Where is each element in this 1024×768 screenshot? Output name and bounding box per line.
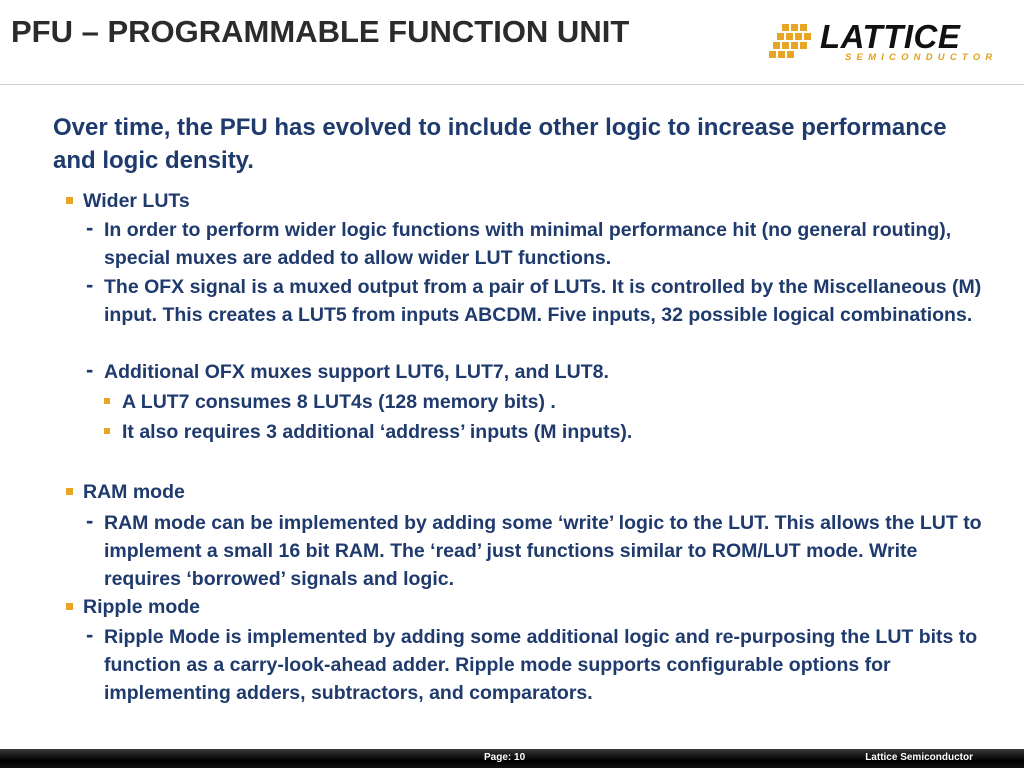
slide-footer — [0, 749, 1024, 768]
sub-bullet-text: The OFX signal is a muxed output from a pair of LUTs. It is controlled by the Miscellaneous (M) input. This creates a LUT5 from inputs ABCDM. Five inputs, 32 possible logical combinations. — [104, 276, 982, 326]
logo-wordmark: LATTICE — [820, 18, 961, 55]
bullet-square-icon — [66, 197, 73, 204]
sub-sub-bullet-text: A LUT7 consumes 8 LUT4s (128 memory bits) . — [122, 391, 556, 413]
slide-title: PFU – PROGRAMMABLE FUNCTION UNIT — [11, 14, 630, 49]
bullet-square-icon — [66, 488, 73, 495]
sub-bullet — [86, 623, 991, 707]
sub-bullet-text: RAM mode can be implemented by adding some ‘write’ logic to the LUT. This allows the LUT to implement a small 16 bit RAM. The ‘read’ just functions similar to ROM/LUT mode. Write requires ‘borrowed’ signals and logic. — [104, 512, 982, 590]
sub-bullet — [86, 358, 991, 386]
sub-bullet — [86, 509, 991, 593]
footer-company-name: Lattice Semiconductor — [865, 752, 973, 763]
bullet-square-icon — [66, 603, 73, 610]
company-logo — [768, 20, 1000, 66]
lattice-logo-icon — [768, 24, 816, 64]
dash-icon: - — [86, 357, 94, 382]
dash-icon: - — [86, 272, 94, 297]
bullet-square-icon — [104, 398, 110, 404]
bullet-label: Ripple mode — [83, 596, 201, 618]
dash-icon: - — [86, 215, 94, 240]
page-number: Page: 10 — [484, 752, 526, 763]
sub-sub-bullet-text: It also requires 3 additional ‘address’ inputs (M inputs). — [122, 421, 633, 443]
bullet-label: Wider LUTs — [83, 190, 190, 212]
bullet-square-icon — [104, 428, 110, 434]
sub-bullet — [86, 273, 991, 329]
dash-icon: - — [86, 508, 94, 533]
bullet-label: RAM mode — [83, 481, 185, 503]
sub-bullet-text: Additional OFX muxes support LUT6, LUT7, and LUT8. — [104, 361, 609, 383]
slide-header — [0, 0, 1024, 86]
dash-icon: - — [86, 622, 94, 647]
header-divider — [0, 84, 1024, 85]
sub-bullet — [86, 216, 991, 272]
logo-subtitle: SEMICONDUCTOR — [845, 52, 998, 63]
lead-paragraph: Over time, the PFU has evolved to include other logic to increase performance and logic density. — [53, 114, 947, 174]
sub-bullet-text: In order to perform wider logic functions with minimal performance hit (no general routing), special muxes are added to allow wider LUT functions. — [104, 219, 952, 269]
sub-bullet-text: Ripple Mode is implemented by adding some additional logic and re-purposing the LUT bits to function as a carry-look-ahead adder. Ripple mode supports configurable options for implementing adders, subtractors, and comparators. — [104, 626, 978, 704]
